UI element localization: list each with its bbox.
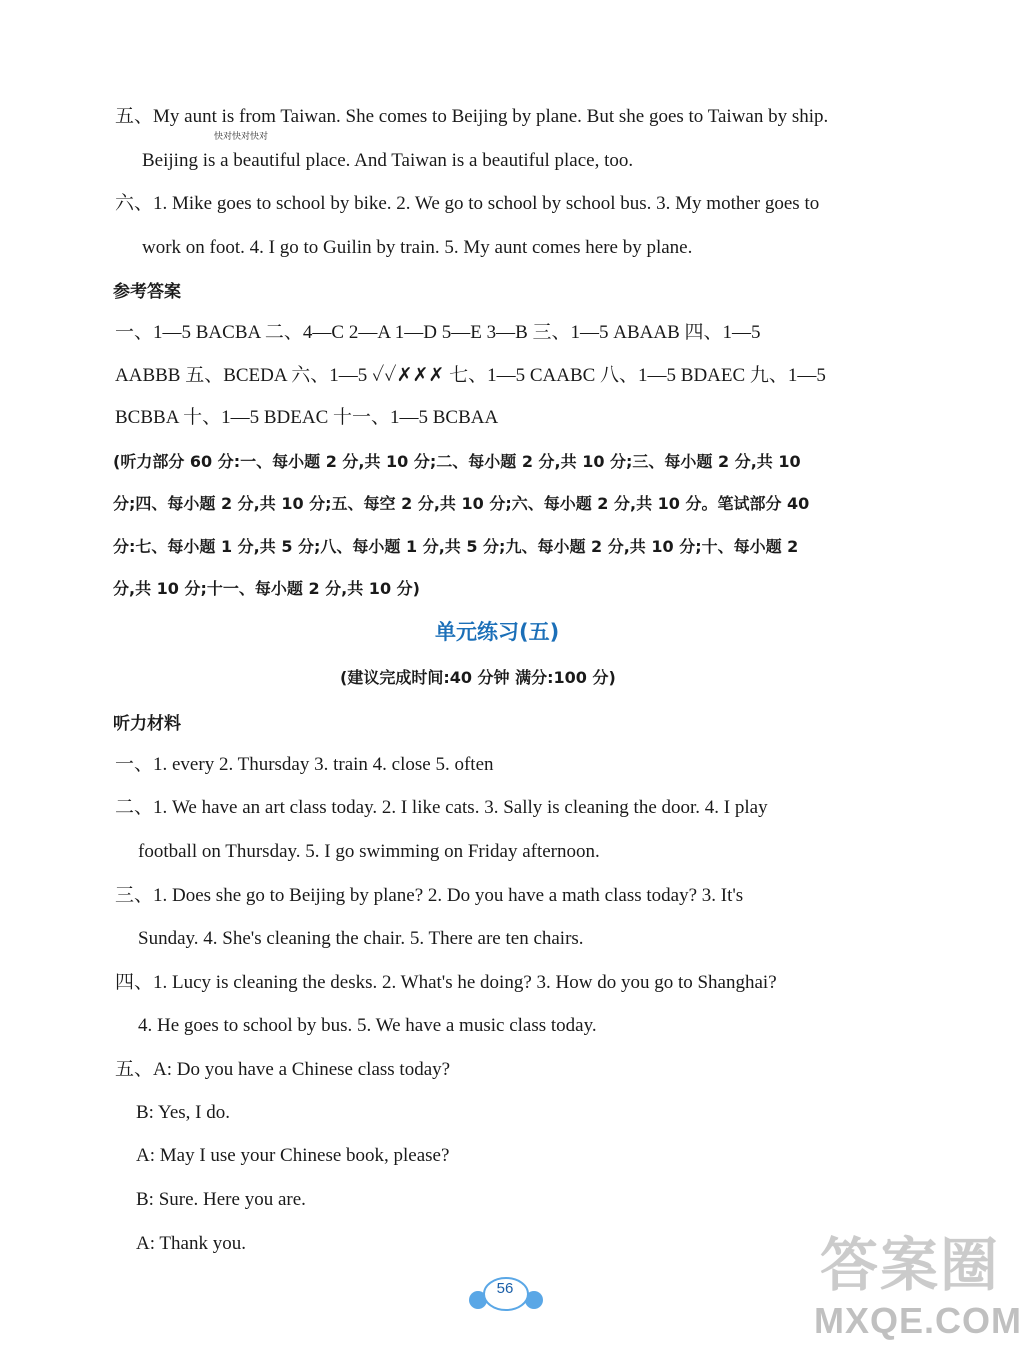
line-q6-answer-cont: work on foot. 4. I go to Guilin by train. 5. My aunt comes here by plane. <box>142 237 693 258</box>
unit-title: 单元练习(五) <box>435 620 560 644</box>
scoring-line-3: 分:七、每小题 1 分,共 5 分;八、每小题 1 分,共 5 分;九、每小题 2 分,共 10 分;十、每小题 2 <box>113 537 799 556</box>
section-heading-listening: 听力材料 <box>113 714 181 734</box>
listening-q4-cont: 4. He goes to school by bus. 5. We have a music class today. <box>138 1015 597 1036</box>
scoring-line-1: (听力部分 60 分:一、每小题 2 分,共 10 分;二、每小题 2 分,共 10 分;三、每小题 2 分,共 10 <box>113 452 801 471</box>
line-q5-answer: 五、My aunt is from Taiwan. She comes to Beijing by plane. But she goes to Taiwan by ship. <box>115 106 829 127</box>
dialogue-line-4: A: Thank you. <box>136 1233 246 1254</box>
watermark-logo-text: 答案圈 <box>820 1231 1001 1299</box>
line-q6-answer: 六、1. Mike goes to school by bike. 2. We go to school by school bus. 3. My mother goes to <box>115 193 820 214</box>
scoring-line-4: 分,共 10 分;十一、每小题 2 分,共 10 分) <box>113 579 420 598</box>
dialogue-line-3: B: Sure. Here you are. <box>136 1189 306 1210</box>
scoring-line-2: 分;四、每小题 2 分,共 10 分;五、每空 2 分,共 10 分;六、每小题 2 分,共 10 分。笔试部分 40 <box>113 494 810 513</box>
answer-line-2: AABBB 五、BCEDA 六、1—5 ✓✓✗✗✗ 七、1—5 CAABC 八、1—5 BDAEC 九、1—5 <box>115 365 826 386</box>
answer-line-3: BCBBA 十、1—5 BDEAC 十一、1—5 BCBAA <box>115 407 499 428</box>
listening-q5: 五、A: Do you have a Chinese class today? <box>115 1059 451 1080</box>
dialogue-line-2: A: May I use your Chinese book, please? <box>136 1145 450 1166</box>
line-q5-answer-cont: Beijing is a beautiful place. And Taiwan is a beautiful place, too. <box>142 150 634 171</box>
listening-q1: 一、1. every 2. Thursday 3. train 4. close 5. often <box>115 754 494 775</box>
section-heading-answers: 参考答案 <box>113 282 181 302</box>
watermark-url: MXQE.COM <box>814 1300 1022 1341</box>
listening-q2-cont: football on Thursday. 5. I go swimming on Friday afternoon. <box>138 841 600 862</box>
unit-subtitle: (建议完成时间:40 分钟 满分:100 分) <box>340 668 616 687</box>
stamp-text: 快对快对快对 <box>214 132 269 142</box>
listening-q4: 四、1. Lucy is cleaning the desks. 2. What's he doing? 3. How do you go to Shanghai? <box>115 972 777 993</box>
page-number: 56 <box>496 1280 514 1297</box>
listening-q2: 二、1. We have an art class today. 2. I like cats. 3. Sally is cleaning the door. 4. I play <box>115 797 768 818</box>
listening-q3-cont: Sunday. 4. She's cleaning the chair. 5. There are ten chairs. <box>138 928 584 949</box>
dialogue-line-1: B: Yes, I do. <box>136 1102 230 1123</box>
listening-q3: 三、1. Does she go to Beijing by plane? 2. Do you have a math class today? 3. It's <box>115 885 744 906</box>
answer-line-1: 一、1—5 BACBA 二、4—C 2—A 1—D 5—E 3—B 三、1—5 ABAAB 四、1—5 <box>115 322 761 343</box>
